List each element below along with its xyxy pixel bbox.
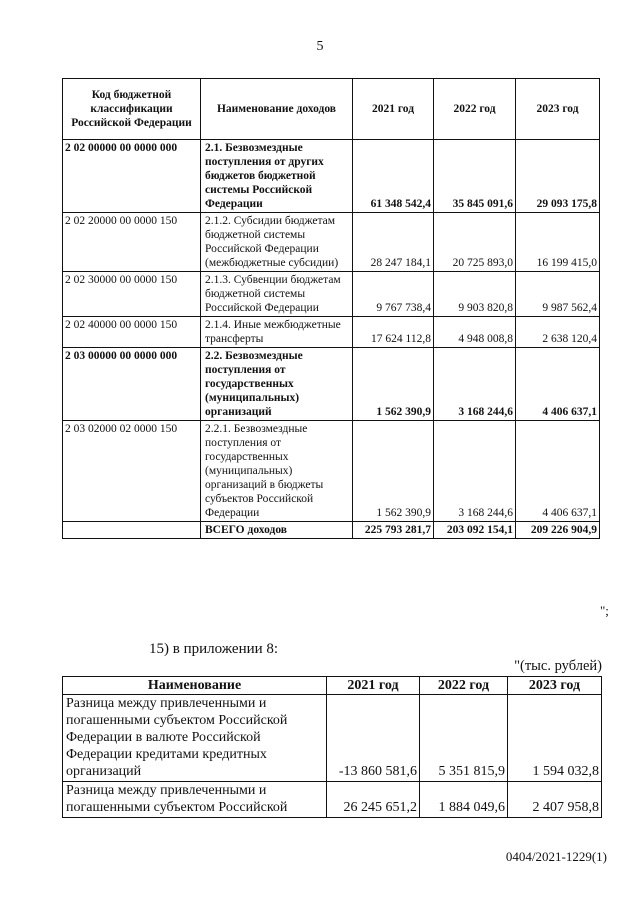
row-name: 2.1.4. Иные межбюджетные трансферты bbox=[201, 317, 353, 348]
unit-note: "(тыс. рублей) bbox=[514, 658, 602, 674]
header-2021: 2021 год bbox=[327, 677, 420, 695]
row-name: 2.1. Безвозмездные поступления от других бюджетов бюджетной системы Российской Федерации bbox=[201, 140, 353, 213]
table-row bbox=[63, 348, 600, 421]
total-code bbox=[63, 522, 201, 539]
page-number: 5 bbox=[316, 39, 324, 54]
value-2023: 29 093 175,8 bbox=[516, 140, 600, 213]
income-table-header bbox=[63, 79, 600, 140]
row-name: Разница между привлеченными и погашенными субъектом Российской bbox=[63, 782, 327, 818]
value-2022: 9 903 820,8 bbox=[434, 272, 516, 317]
table-row bbox=[63, 272, 600, 317]
table-row bbox=[63, 213, 600, 272]
value-2021: -13 860 581,6 bbox=[327, 695, 420, 782]
value-2022: 35 845 091,6 bbox=[434, 140, 516, 213]
paragraph-heading: 15) в приложении 8: bbox=[149, 641, 279, 657]
value-2023: 4 406 637,1 bbox=[516, 348, 600, 421]
value-2021: 9 767 738,4 bbox=[353, 272, 434, 317]
value-2023: 4 406 637,1 bbox=[516, 421, 600, 522]
row-name: 2.1.2. Субсидии бюджетам бюджетной системы Российской Федерации (межбюджетные субсидии) bbox=[201, 213, 353, 272]
value-2021: 1 562 390,9 bbox=[353, 421, 434, 522]
value-2023: 1 594 032,8 bbox=[508, 695, 602, 782]
total-2022: 203 092 154,1 bbox=[434, 522, 516, 539]
value-2023: 2 638 120,4 bbox=[516, 317, 600, 348]
value-2021: 61 348 542,4 bbox=[353, 140, 434, 213]
value-2021: 1 562 390,9 bbox=[353, 348, 434, 421]
total-row bbox=[63, 522, 600, 539]
total-2021: 225 793 281,7 bbox=[353, 522, 434, 539]
header-name: Наименование bbox=[63, 677, 327, 695]
row-code: 2 02 00000 00 0000 000 bbox=[63, 140, 201, 213]
header-name: Наименование доходов bbox=[201, 79, 353, 140]
row-code: 2 02 40000 00 0000 150 bbox=[63, 317, 201, 348]
header-2023: 2023 год bbox=[508, 677, 602, 695]
total-label: ВСЕГО доходов bbox=[201, 522, 353, 539]
table-row bbox=[63, 695, 602, 782]
header-2023: 2023 год bbox=[516, 79, 600, 140]
row-code: 2 02 20000 00 0000 150 bbox=[63, 213, 201, 272]
value-2022: 3 168 244,6 bbox=[434, 348, 516, 421]
header-code: Код бюджетной классификации Российской Федерации bbox=[63, 79, 201, 140]
value-2023: 9 987 562,4 bbox=[516, 272, 600, 317]
total-2023: 209 226 904,9 bbox=[516, 522, 600, 539]
closing-quote: "; bbox=[600, 603, 609, 618]
income-table bbox=[62, 78, 600, 539]
borrowing-table bbox=[62, 676, 602, 818]
table-row bbox=[63, 421, 600, 522]
value-2022: 20 725 893,0 bbox=[434, 213, 516, 272]
borrowing-table-header bbox=[63, 677, 602, 695]
value-2021: 26 245 651,2 bbox=[327, 782, 420, 818]
value-2022: 1 884 049,6 bbox=[420, 782, 508, 818]
row-code: 2 02 30000 00 0000 150 bbox=[63, 272, 201, 317]
header-2021: 2021 год bbox=[353, 79, 434, 140]
row-code: 2 03 02000 02 0000 150 bbox=[63, 421, 201, 522]
value-2023: 16 199 415,0 bbox=[516, 213, 600, 272]
table-row bbox=[63, 317, 600, 348]
value-2022: 5 351 815,9 bbox=[420, 695, 508, 782]
row-name: 2.2.1. Безвозмездные поступления от государственных (муниципальных) организаций в бюджеты субъектов Российской Федерации bbox=[201, 421, 353, 522]
row-name: 2.1.3. Субвенции бюджетам бюджетной системы Российской Федерации bbox=[201, 272, 353, 317]
table-row bbox=[63, 782, 602, 818]
value-2022: 4 948 008,8 bbox=[434, 317, 516, 348]
row-code: 2 03 00000 00 0000 000 bbox=[63, 348, 201, 421]
row-name: 2.2. Безвозмездные поступления от государственных (муниципальных) организаций bbox=[201, 348, 353, 421]
value-2021: 28 247 184,1 bbox=[353, 213, 434, 272]
header-2022: 2022 год bbox=[434, 79, 516, 140]
header-2022: 2022 год bbox=[420, 677, 508, 695]
document-id: 0404/2021-1229(1) bbox=[505, 849, 607, 864]
row-name: Разница между привлеченными и погашенными субъектом Российской Федерации в валюте Российской Федерации кредитами кредитных организаций bbox=[63, 695, 327, 782]
value-2023: 2 407 958,8 bbox=[508, 782, 602, 818]
table-row bbox=[63, 140, 600, 213]
value-2022: 3 168 244,6 bbox=[434, 421, 516, 522]
value-2021: 17 624 112,8 bbox=[353, 317, 434, 348]
